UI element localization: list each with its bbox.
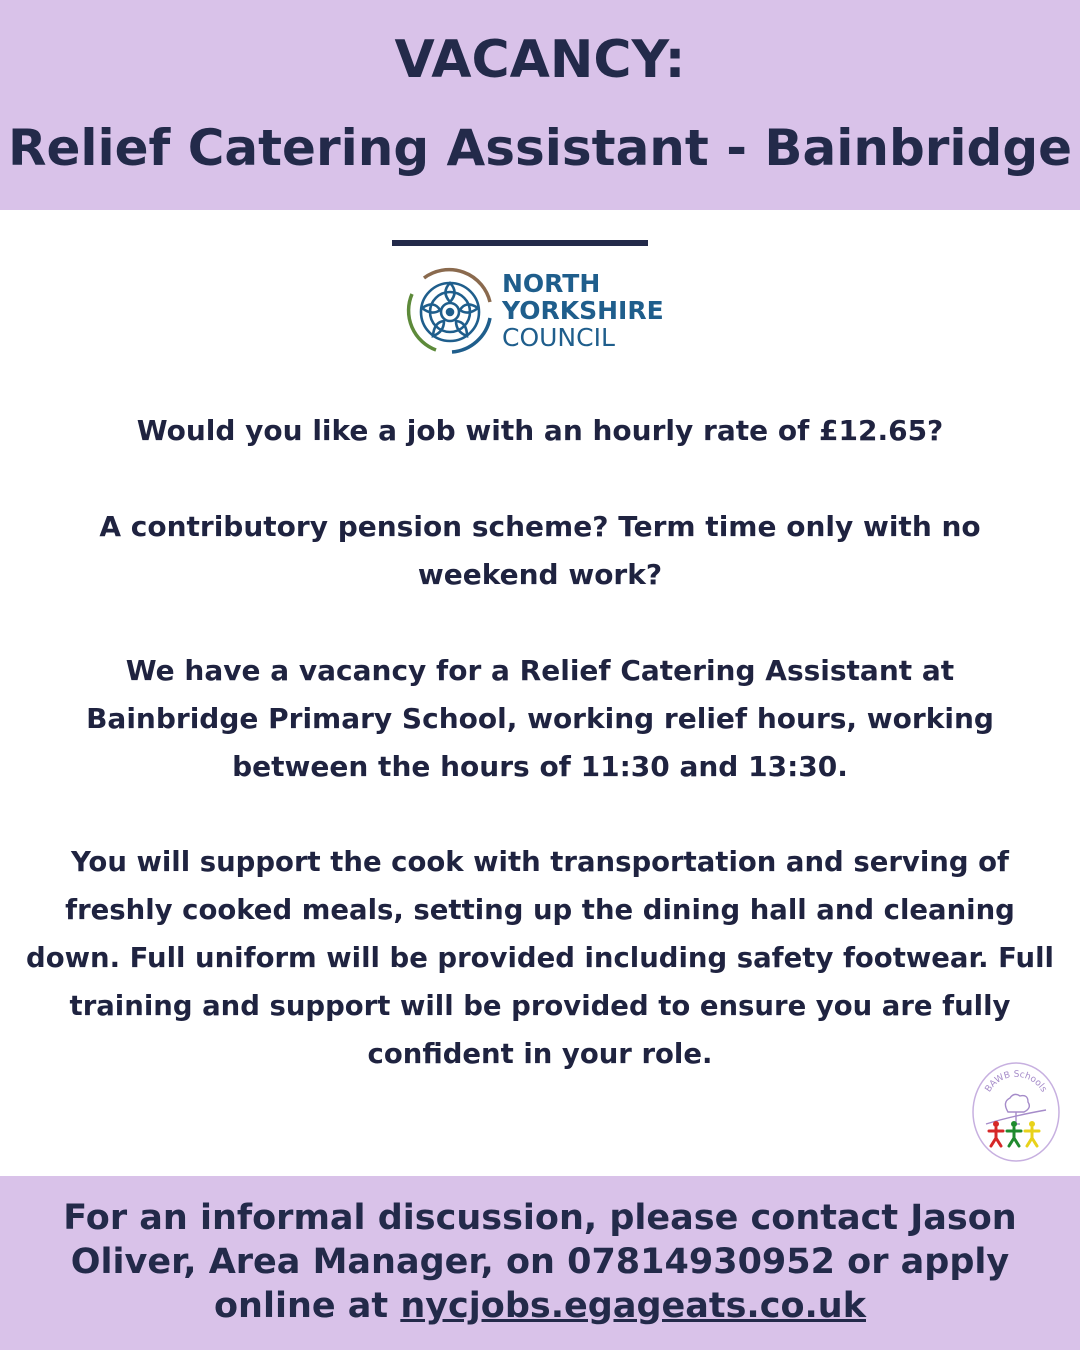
vacancy-heading: VACANCY: xyxy=(394,30,686,90)
paragraph-hourly-rate: Would you like a job with an hourly rate of £12.65? xyxy=(136,414,944,447)
footer-banner xyxy=(0,1176,1080,1350)
rose-emblem-icon xyxy=(404,264,496,356)
school-badge xyxy=(972,1062,1060,1162)
divider xyxy=(392,240,648,246)
logo-line-council: COUNCIL xyxy=(502,323,615,352)
job-title: Relief Catering Assistant - Bainbridge xyxy=(7,119,1073,177)
logo-line-north: NORTH xyxy=(502,269,601,298)
paragraph-vacancy: We have a vacancy for a Relief Catering Assistant at Bainbridge Primary School, working relief hours, working between the hours of 11:30 and 13:30. xyxy=(86,654,994,783)
badge-text: BAWB Schools xyxy=(983,1069,1049,1095)
council-name xyxy=(502,270,664,351)
council-logo xyxy=(404,262,684,354)
paragraph-pension: A contributory pension scheme? Term time only with no weekend work? xyxy=(99,510,981,591)
contact-details: For an informal discussion, please contact Jason Oliver, Area Manager, on 07814930952 or apply online at xyxy=(63,1198,1017,1326)
paragraph-duties: You will support the cook with transportation and serving of freshly cooked meals, setting up the dining hall and cleaning down. Full uniform will be provided including safety footwear. Full training and support will be provided to ensure you are fully confident in your role. xyxy=(26,846,1054,1070)
header-banner xyxy=(0,0,1080,210)
logo-line-yorkshire: YORKSHIRE xyxy=(502,296,664,325)
contact-text xyxy=(20,1196,1060,1328)
school-badge-icon xyxy=(972,1062,1060,1162)
apply-link[interactable]: nycjobs.egageats.co.uk xyxy=(400,1286,866,1326)
